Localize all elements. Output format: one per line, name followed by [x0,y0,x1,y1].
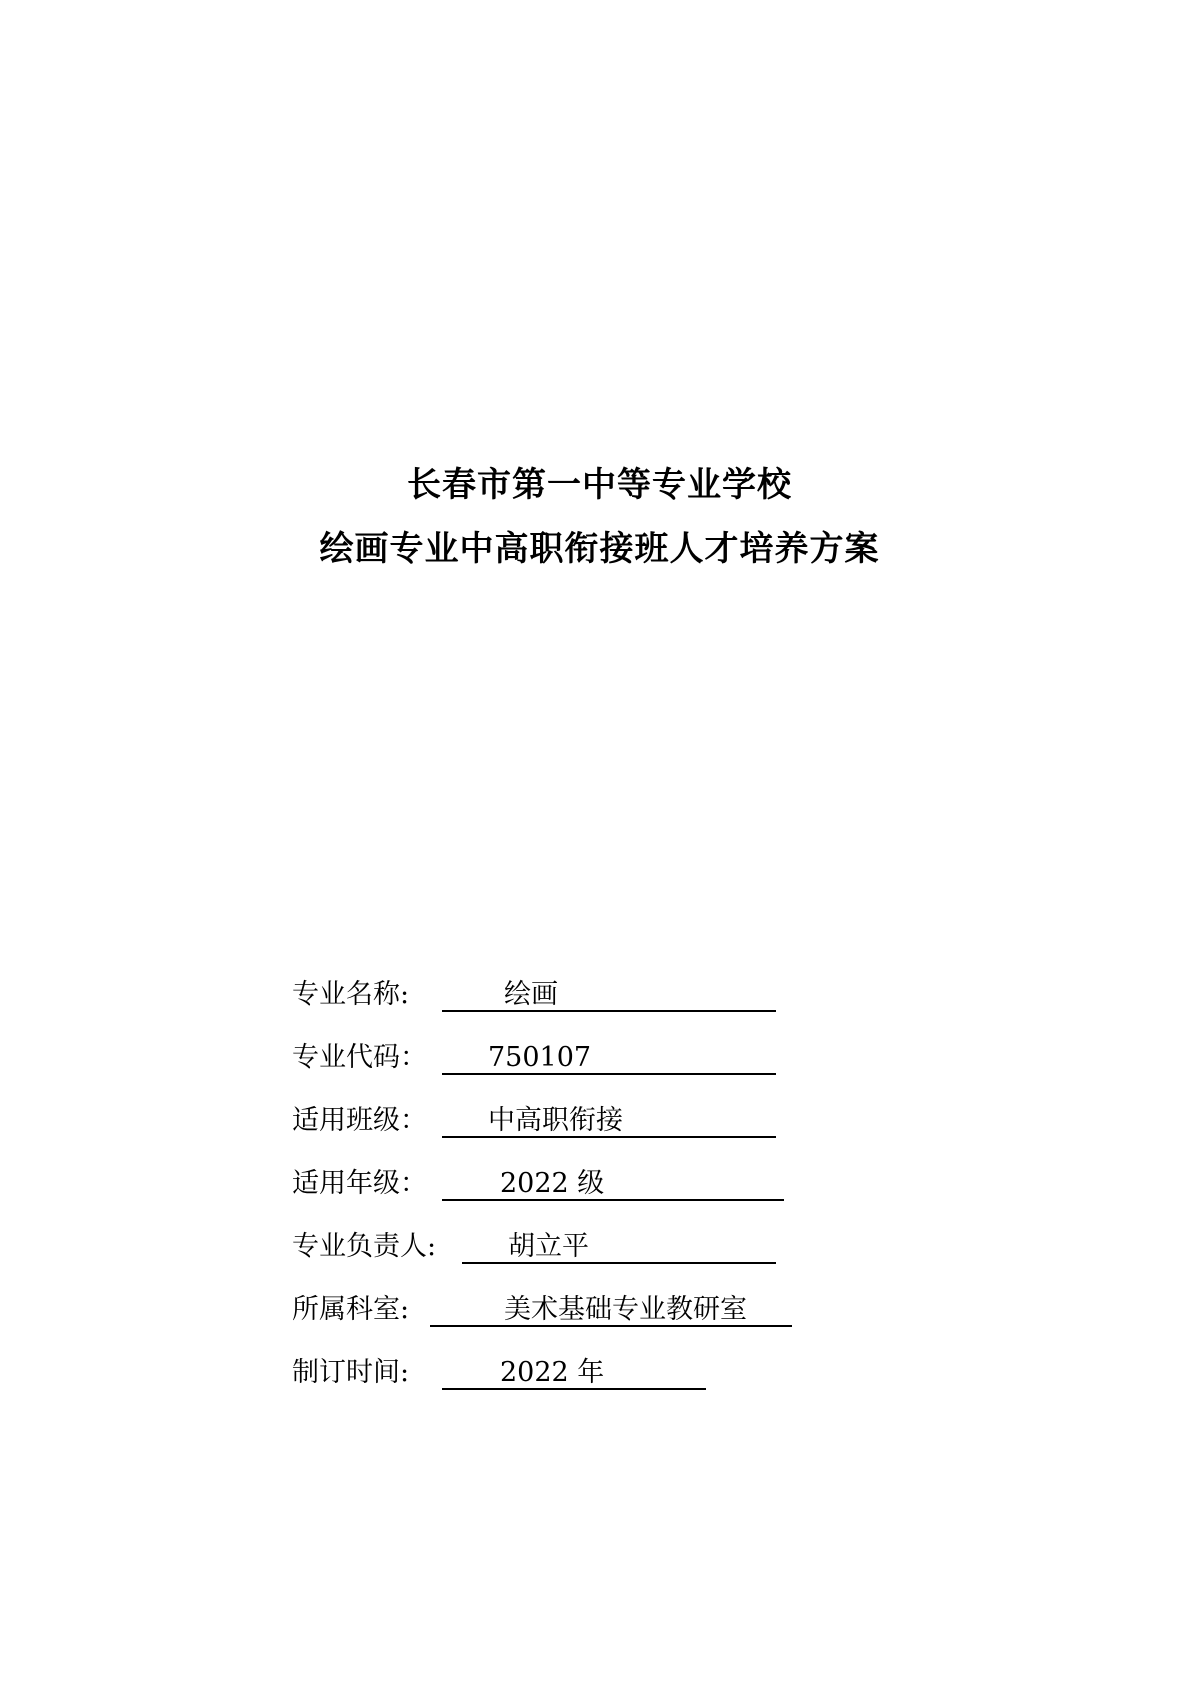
field-label: 制订时间: [292,1357,410,1388]
field-value: 胡立平 [462,1230,776,1264]
field-label: 专业负责人: [292,1231,437,1262]
info-fields [292,978,792,1419]
field-value: 2022 级 [442,1167,784,1201]
field-value: 750107 [442,1041,776,1075]
field-row-applicable-grade [292,1167,792,1230]
field-label: 所属科室: [292,1294,410,1325]
field-label: 专业名称: [292,979,410,1010]
field-label: 专业代码： [292,1042,427,1073]
field-row-applicable-class [292,1104,792,1167]
field-row-major-code [292,1041,792,1104]
field-label: 适用年级： [292,1168,427,1199]
field-value: 美术基础专业教研室 [430,1293,792,1327]
field-row-formulation-date [292,1356,792,1419]
field-value: 2022 年 [442,1356,706,1390]
field-row-major-leader [292,1230,792,1293]
field-row-department [292,1293,792,1356]
field-value: 中高职衔接 [442,1104,776,1138]
field-label: 适用班级： [292,1105,427,1136]
plan-title: 绘画专业中高职衔接班人才培养方案 [319,529,880,569]
school-name: 长春市第一中等专业学校 [407,465,792,505]
field-value: 绘画 [442,978,776,1012]
document-title [0,465,1199,569]
field-row-major-name [292,978,792,1041]
